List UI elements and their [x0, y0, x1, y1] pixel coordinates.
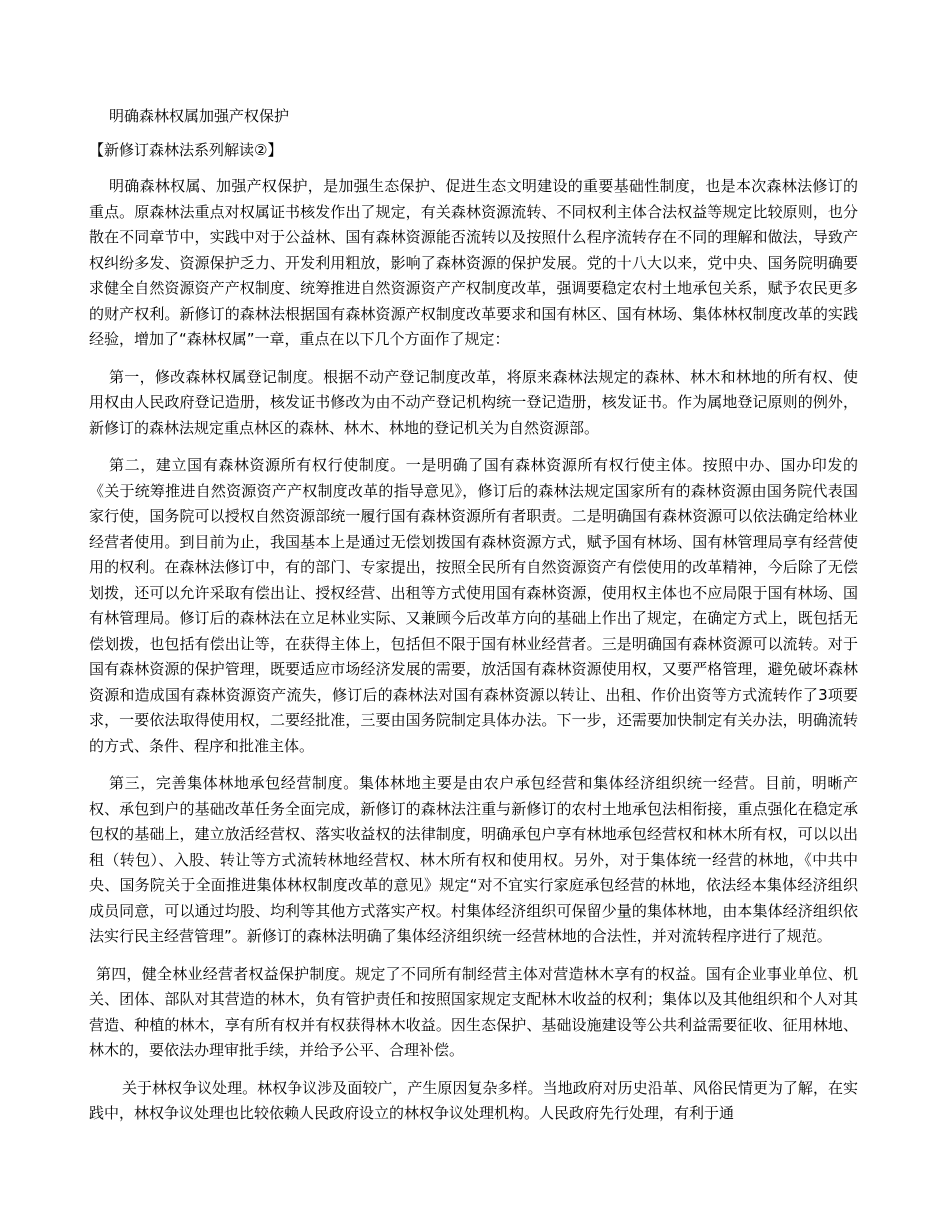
article-title: 明确森林权属加强产权保护	[109, 107, 290, 125]
paragraph-first-point: 第一，修改森林权属登记制度。根据不动产登记制度改革，将原来森林法规定的森林、林木和林地的所有权、使用权由人民政府登记造册，核发证书修改为由不动产登记机构统一登记造册，核发证书。作为属地登记原则的例外，新修订的森林法规定重点林区的森林、林木、林地的登记机关为自然资源部。	[89, 367, 858, 437]
paragraph-third-point: 第三，完善集体林地承包经营制度。集体林地主要是由农户承包经营和集体经济组织统一经营。目前，明晰产权、承包到户的基础改革任务全面完成，新修订的森林法注重与新修订的农村土地承包法相衔接，重点强化在稳定承包权的基础上，建立放活经营权、落实收益权的法律制度，明确承包户享有林地承包经营权和林木所有权，可以以出租（转包）、入股、转让等方式流转林地经营权、林木所有权和使用权。另外，对于集体统一经营的林地，《中共中央、国务院关于全面推进集体林权制度改革的意见》规定“对不宜实行家庭承包经营的林地，依法经本集体经济组织成员同意，可以通过均股、均利等其他方式落实产权。村集体经济组织可保留少量的集体林地，由本集体经济组织依法实行民主经营管理”。新修订的森林法明确了集体经济组织统一经营林地的合法性，并对流转程序进行了规范。	[89, 774, 858, 945]
paragraph-fourth-point: 第四，健全林业经营者权益保护制度。规定了不同所有制经营主体对营造林木享有的权益。国有企业事业单位、机关、团体、部队对其营造的林木，负有管护责任和按照国家规定支配林木收益的权利；集体以及其他组织和个人对其营造、种植的林木，享有所有权并有权获得林木收益。因生态保护、基础设施建设等公共利益需要征收、征用林地、林木的，要依法办理审批手续，并给予公平、合理补偿。	[89, 964, 858, 1059]
paragraph-intro: 明确森林权属、加强产权保护，是加强生态保护、促进生态文明建设的重要基础性制度，也是本次森林法修订的重点。原森林法重点对权属证书核发作出了规定，有关森林资源流转、不同权利主体合法权益等规定比较原则，也分散在不同章节中，实践中对于公益林、国有森林资源能否流转以及按照什么程序流转存在不同的理解和做法，导致产权纠纷多发、资源保护乏力、开发利用粗放，影响了森林资源的保护发展。党的十八大以来，党中央、国务院明确要求健全自然资源资产产权制度、统筹推进自然资源资产产权制度改革，强调要稳定农村土地承包关系，赋予农民更多的财产权利。新修订的森林法根据国有森林资源产权制度改革要求和国有林区、国有林场、集体林权制度改革的实践经验，增加了“森林权属”一章，重点在以下几个方面作了规定：	[89, 177, 858, 348]
series-label: 【新修订森林法系列解读②】	[89, 141, 283, 159]
paragraph-second-point: 第二，建立国有森林资源所有权行使制度。一是明确了国有森林资源所有权行使主体。按照中办、国办印发的《关于统筹推进自然资源资产产权制度改革的指导意见》，修订后的森林法规定国家所有的森林资源由国务院代表国家行使，国务院可以授权自然资源部统一履行国有森林资源所有者职责。二是明确国有森林资源可以依法确定给林业经营者使用。到目前为止，我国基本上是通过无偿划拨国有森林资源方式，赋予国有林场、国有林管理局享有经营使用的权利。在森林法修订中，有的部门、专家提出，按照全民所有自然资源资产有偿使用的改革精神，今后除了无偿划拨，还可以允许采取有偿出让、授权经营、出租等方式使用国有森林资源，使用权主体也不应局限于国有林场、国有林管理局。修订后的森林法在立足林业实际、又兼顾今后改革方向的基础上作出了规定，在确定方式上，既包括无偿划拨，也包括有偿出让等，在获得主体上，包括但不限于国有林业经营者。三是明确国有森林资源可以流转。对于国有森林资源的保护管理，既要适应市场经济发展的需要，放活国有森林资源使用权，又要严格管理，避免破坏森林资源和造成国有森林资源资产流失，修订后的森林法对国有森林资源以转让、出租、作价出资等方式流转作了3项要求，一要依法取得使用权，二要经批准，三要由国务院制定具体办法。下一步，还需要加快制定有关办法，明确流转的方式、条件、程序和批准主体。	[89, 456, 858, 755]
paragraph-dispute-handling: 关于林权争议处理。林权争议涉及面较广，产生原因复杂多样。当地政府对历史沿革、风俗民情更为了解，在实践中，林权争议处理也比较依赖人民政府设立的林权争议处理机构。人民政府先行处理，有利于通	[89, 1078, 858, 1122]
